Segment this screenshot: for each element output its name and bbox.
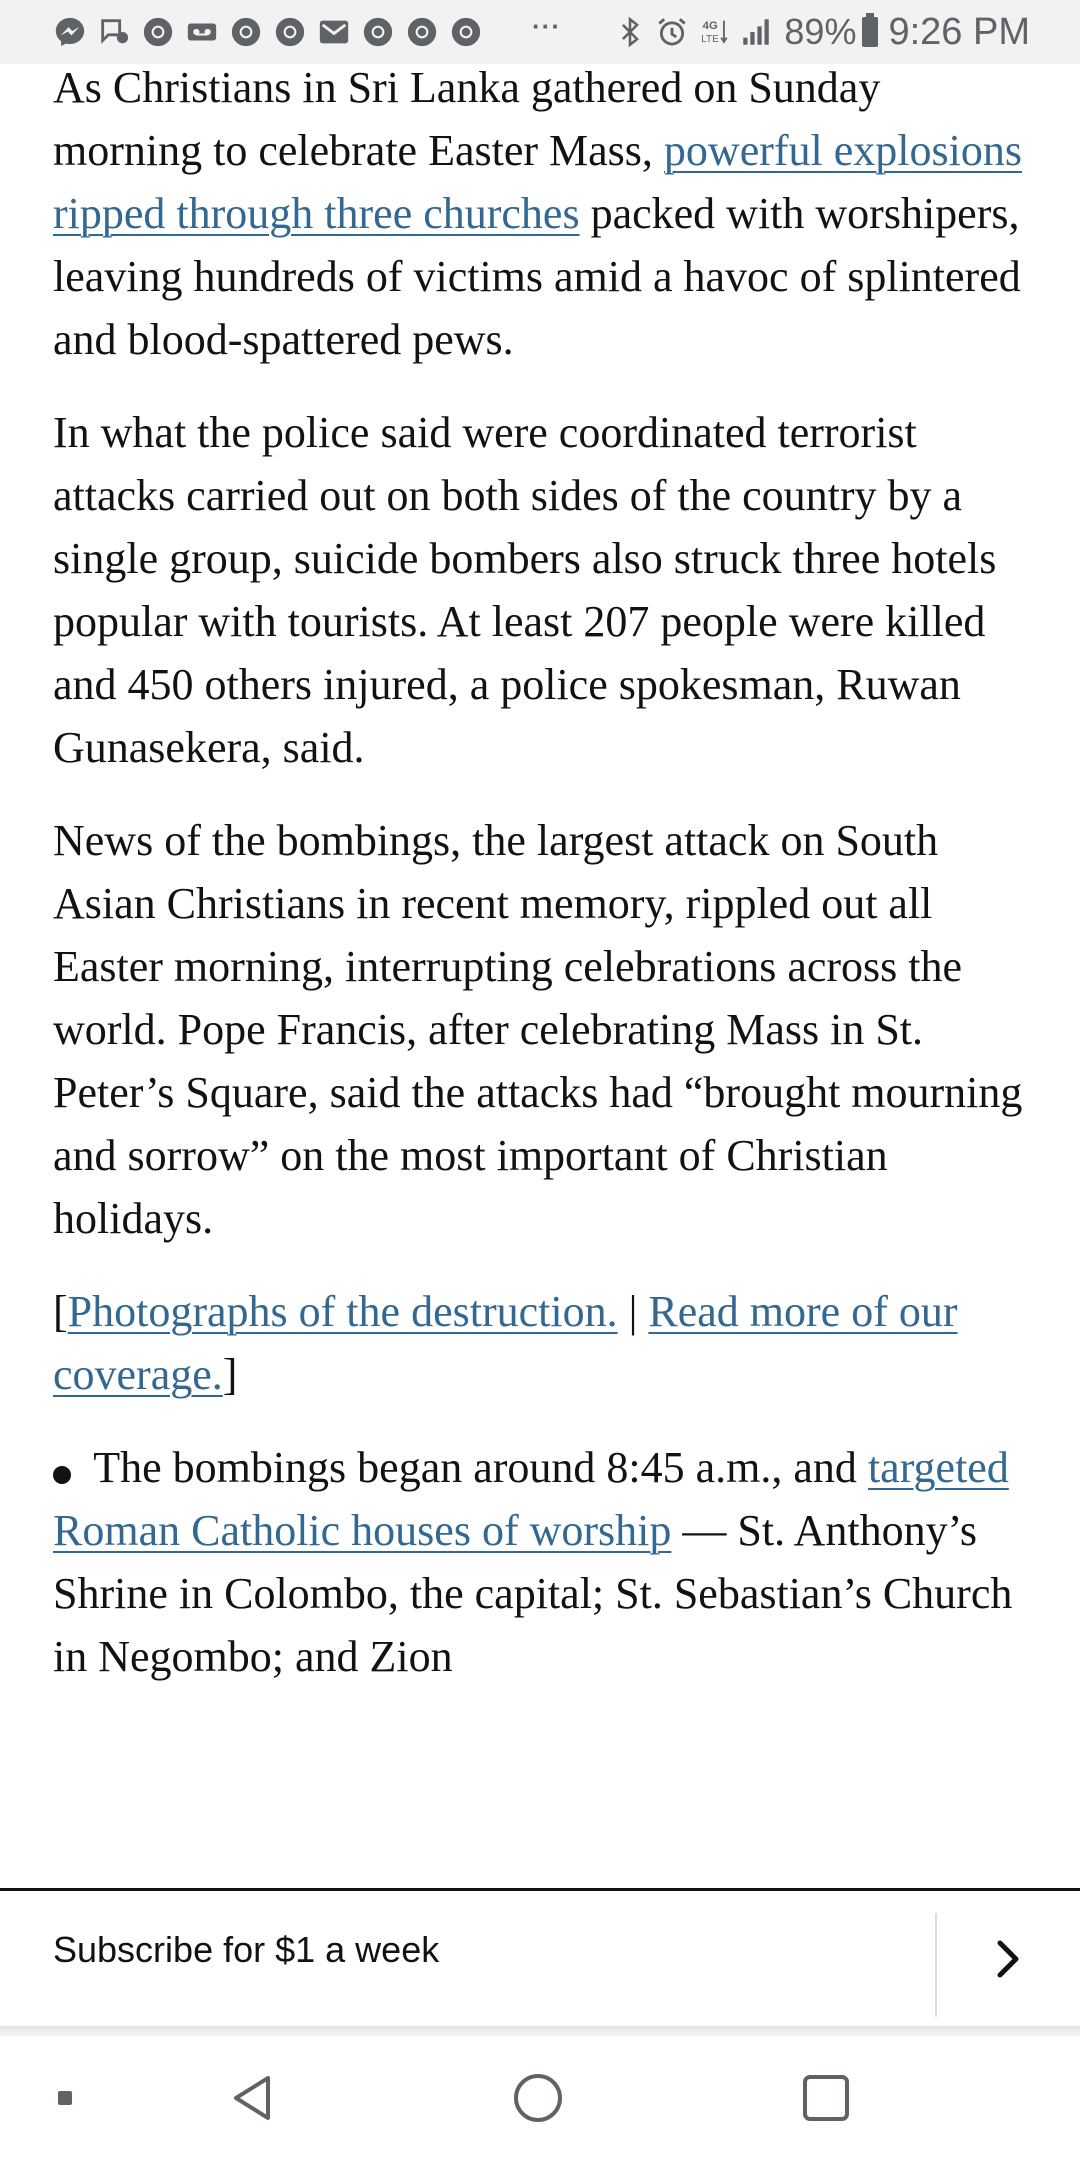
link-explosions-churches[interactable]: powerful explosions ripped through three churches — [53, 126, 1022, 238]
chrome-icon — [272, 14, 308, 50]
more-notifications-indicator: ··· — [532, 10, 561, 41]
bracket: ] — [222, 1350, 238, 1399]
back-icon[interactable] — [220, 2066, 284, 2130]
bracket: [ — [53, 1287, 68, 1336]
home-icon[interactable] — [506, 2066, 570, 2130]
chrome-icon — [360, 14, 396, 50]
voicemail-icon — [184, 14, 220, 50]
4g-lte-icon — [696, 14, 732, 50]
subscribe-divider — [935, 1913, 937, 2017]
chrome-icon — [140, 14, 176, 50]
battery-icon — [862, 17, 878, 47]
bluetooth-icon — [612, 14, 648, 50]
status-bar-notifications — [52, 10, 561, 50]
paragraph-text: The bombings began around 8:45 a.m., and — [83, 1443, 868, 1492]
battery-percent: 89% — [784, 11, 857, 52]
messenger-icon — [52, 14, 88, 50]
chrome-icon — [404, 14, 440, 50]
recent-dot-icon[interactable] — [33, 2066, 97, 2130]
paragraph-text: As Christians in Sri Lanka gathered on Sunday morning to celebrate Easter Mass, — [53, 63, 881, 175]
article-body — [53, 56, 1033, 1718]
status-bar-system — [612, 11, 1030, 54]
link-photographs[interactable]: Photographs of the destruction. — [67, 1287, 618, 1336]
paragraph-text: packed with worshipers, leaving hundreds of victims amid a havoc of splintered and blood-spattered pews. — [53, 189, 1021, 364]
gmail-icon — [316, 14, 352, 50]
link-houses-of-worship[interactable]: targeted Roman Catholic houses of worship — [53, 1443, 1009, 1555]
article-paragraph-2: In what the police said were coordinated terrorist attacks carried out on both sides of the country by a single group, suicide bombers also struck three hotels popular with tourists. At least 207 people were killed and 450 others injured, a police spokesman, Ruwan Gunasekera, said. — [53, 408, 997, 772]
alarm-icon — [654, 14, 690, 50]
separator: | — [617, 1287, 649, 1336]
chrome-icon — [448, 14, 484, 50]
overview-icon[interactable] — [794, 2066, 858, 2130]
status-bar — [0, 0, 1080, 64]
navigation-bar — [0, 2036, 1080, 2160]
subscribe-label[interactable]: Subscribe for $1 a week — [53, 1929, 440, 1970]
article-paragraph-1 — [53, 56, 1033, 371]
subscribe-bar-shadow — [0, 2026, 1080, 2036]
article-paragraph-5 — [53, 1436, 1033, 1688]
paragraph-text: — St. Anthony’s Shrine in Colombo, the capital; St. Sebastian’s Church in Negombo; and Zion — [53, 1506, 1013, 1681]
svg-text:LTE: LTE — [701, 33, 720, 45]
clock: 9:26 PM — [888, 10, 1030, 53]
article-paragraph-3: News of the bombings, the largest attack on South Asian Christians in recent memory, rippled out all Easter morning, interrupting celebrations across the world. Pope Francis, after celebrating Mass in St. Peter’s Square, said the attacks had “brought mourning and sorrow” on the most important of Christian holidays. — [53, 816, 1023, 1243]
signal-icon — [738, 14, 774, 50]
subscribe-bar[interactable] — [0, 1888, 1080, 2026]
svg-text:4G: 4G — [703, 20, 719, 33]
chrome-icon — [228, 14, 264, 50]
notification-icon — [96, 14, 132, 50]
bullet-icon — [53, 1466, 71, 1484]
article-paragraph-4 — [53, 1280, 1033, 1406]
link-read-more-coverage[interactable]: Read more of our coverage. — [53, 1287, 958, 1399]
chevron-right-icon[interactable] — [980, 1931, 1036, 1987]
